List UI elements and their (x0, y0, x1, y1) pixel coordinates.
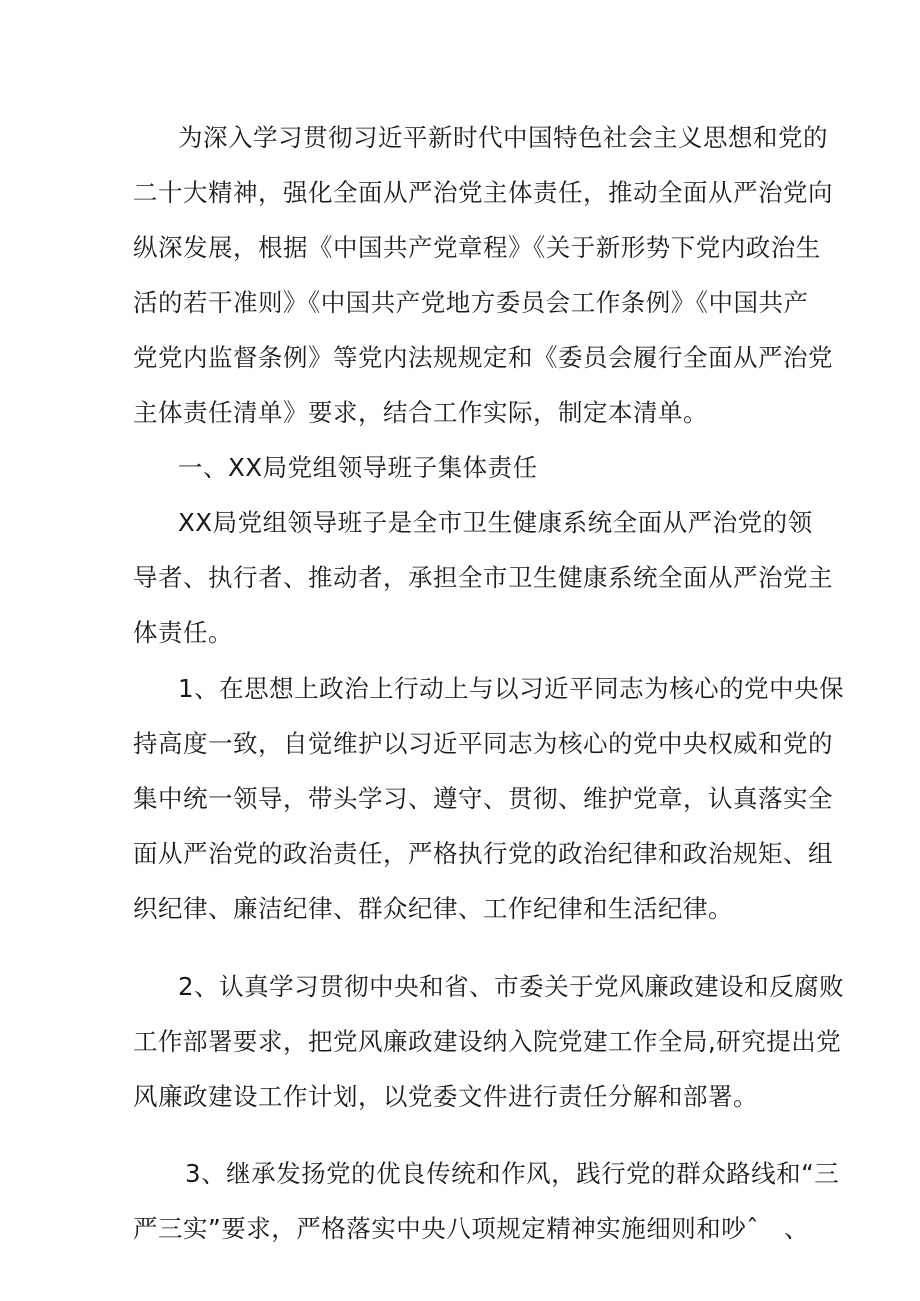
intro-line: 主体责任清单》要求，结合工作实际，制定本清单。 (133, 398, 708, 427)
intro-line: 党党内监督条例》等党内法规规定和《委员会履行全面从严治党 (133, 343, 833, 372)
item-1-line: 集中统一领导，带头学习、遵守、贯彻、维护党章，认真落实全 (133, 784, 833, 813)
item-2-line: 2、认真学习贯彻中央和省、市委关于党风廉政建设和反腐败 (178, 972, 845, 1001)
intro-line: 活的若干准则》《中国共产党地方委员会工作条例》《中国共产 (133, 288, 809, 317)
section-heading: 一、XX局党组领导班子集体责任 (178, 453, 538, 482)
item-1-line: 1、在思想上政治上行动上与以习近平同志为核心的党中央保 (178, 674, 845, 703)
section-description-line: XX局党组领导班子是全市卫生健康系统全面从严治党的领 (178, 508, 813, 537)
item-2-line: 风廉政建设工作计划，以党委文件进行责任分解和部署。 (133, 1082, 758, 1111)
item-3-line: 3、继承发扬党的优良传统和作风，践行党的群众路线和“三 (185, 1159, 840, 1188)
section-description-line: 导者、执行者、推动者，承担全市卫生健康系统全面从严治党主 (133, 563, 833, 592)
section-description-line: 体责任。 (133, 618, 233, 647)
item-3-line: 严三实”要求，严格落实中央八项规定精神实施细则和吵ˆ 、 (133, 1214, 809, 1243)
intro-line: 纵深发展，根据《中国共产党章程》《关于新形势下党内政治生 (133, 233, 821, 262)
intro-line: 二十大精神，强化全面从严治党主体责任，推动全面从严治党向 (133, 178, 833, 207)
item-1-line: 织纪律、廉洁纪律、群众纪律、工作纪律和生活纪律。 (133, 894, 733, 923)
intro-line: 为深入学习贯彻习近平新时代中国特色社会主义思想和党的 (178, 123, 828, 152)
item-1-line: 持高度一致，自觉维护以习近平同志为核心的党中央权威和党的 (133, 729, 833, 758)
item-1-line: 面从严治党的政治责任，严格执行党的政治纪律和政治规矩、组 (133, 839, 833, 868)
item-2-line: 工作部署要求，把党风廉政建设纳入院党建工作全局,研究提出党 (133, 1027, 842, 1056)
